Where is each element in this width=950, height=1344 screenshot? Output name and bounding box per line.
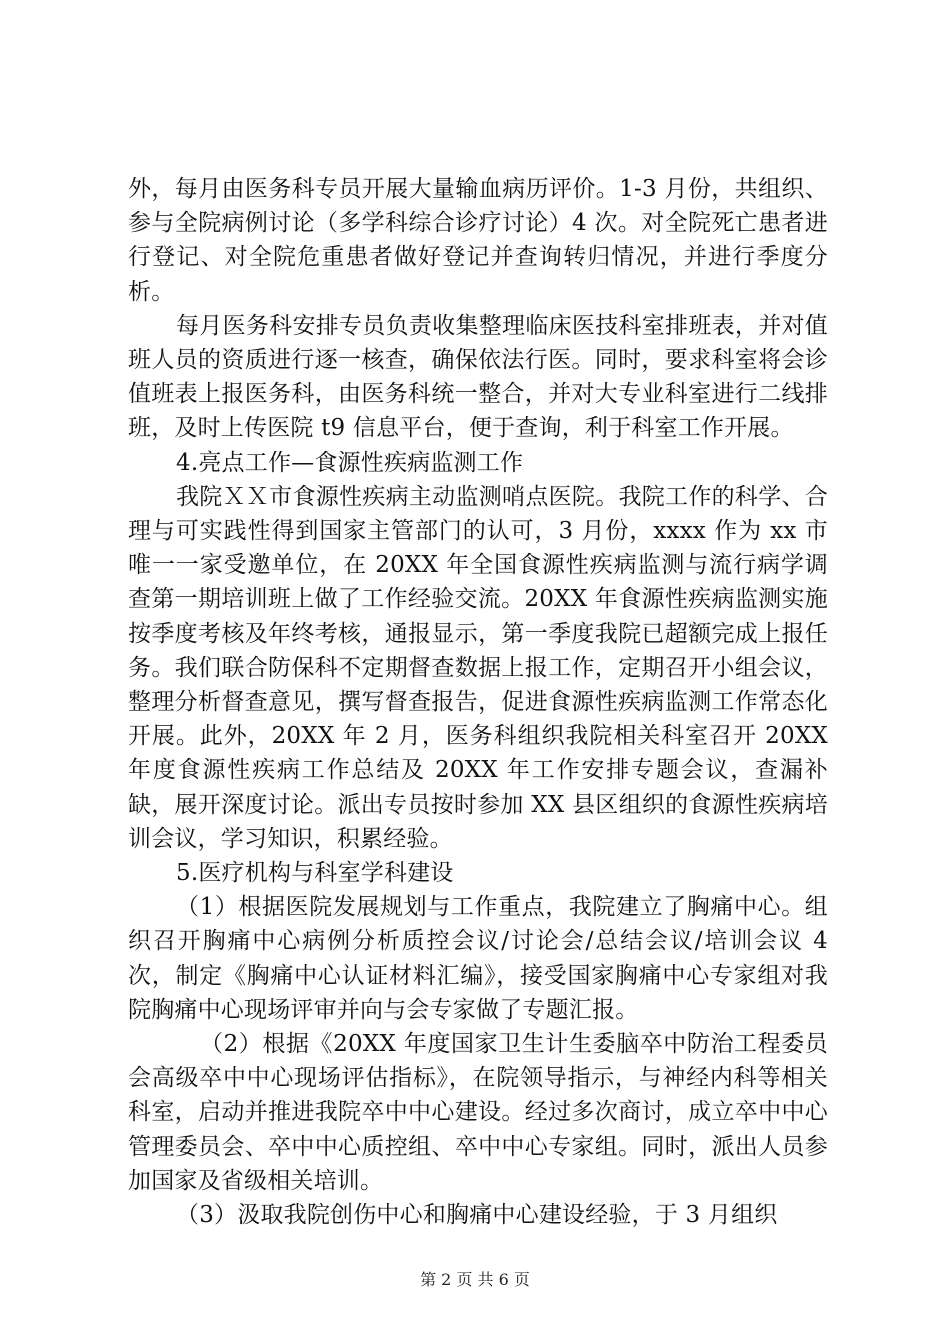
paragraph-stroke-center: （2）根据《20XX 年度国家卫生计生委脑卒中防治工程委员会高级卒中中心现场评估指标》，在院领导指示，与神经内科等相关科室，启动并推进我院卒中中心建设。经过多次商讨，成立卒中中心管理委员会、卒中中心质控组、卒中中心专家组。同时，派出人员参加国家及省级相关培训。 [128, 1031, 828, 1194]
section-heading-highlight-work: 4.亮点工作—食源性疾病监测工作 [176, 449, 524, 476]
page-footer: 第 2 页 共 6 页 [420, 1270, 530, 1289]
paragraph-foodborne-disease-monitoring: 我院ＸＸ市食源性疾病主动监测哨点医院。我院工作的科学、合理与可实践性得到国家主管部门的认可，3 月份，xxxx 作为 xx 市唯一一家受邀单位，在 20XX 年全国食源性疾病监测与流行病学调查第一期培训班上做了工作经验交流。20XX 年食源性疾病监测实施按季度考核及年终考核，通报显示，第一季度我院已超额完成上报任务。我们联合防保科不定期督查数据上报工作，定期召开小组会议，整理分析督查意见，撰写督查报告，促进食源性疾病监测工作常态化开展。此外，20XX 年 2 月，医务科组织我院相关科室召开 20XX 年度食源性疾病工作总结及 20XX 年工作安排专题会议，查漏补缺，展开深度讨论。派出专员按时参加 XX 县区组织的食源性疾病培训会议，学习知识，积累经验。 [128, 483, 828, 852]
paragraph-duty-schedule: 每月医务科安排专员负责收集整理临床医技科室排班表，并对值班人员的资质进行逐一核查，确保依法行医。同时，要求科室将会诊值班表上报医务科，由医务科统一整合，并对大专业科室进行二线排班，及时上传医院 t9 信息平台，便于查询，利于科室工作开展。 [128, 312, 828, 442]
paragraph-trauma-center: （3）汲取我院创伤中心和胸痛中心建设经验，于 3 月组织 [176, 1202, 778, 1229]
section-heading-discipline-building: 5.医疗机构与科室学科建设 [176, 860, 454, 887]
paragraph-transfusion-review: 外，每月由医务科专员开展大量输血病历评价。1-3 月份，共组织、参与全院病例讨论（多学科综合诊疗讨论）4 次。对全院死亡患者进行登记、对全院危重患者做好登记并查询转归情况，并进行季度分析。 [128, 176, 828, 305]
document-body [128, 172, 828, 1232]
paragraph-chest-pain-center: （1）根据医院发展规划与工作重点，我院建立了胸痛中心。组织召开胸痛中心病例分析质控会议/讨论会/总结会议/培训会议 4 次，制定《胸痛中心认证材料汇编》，接受国家胸痛中心专家组对我院胸痛中心现场评审并向与会专家做了专题汇报。 [128, 894, 828, 1023]
